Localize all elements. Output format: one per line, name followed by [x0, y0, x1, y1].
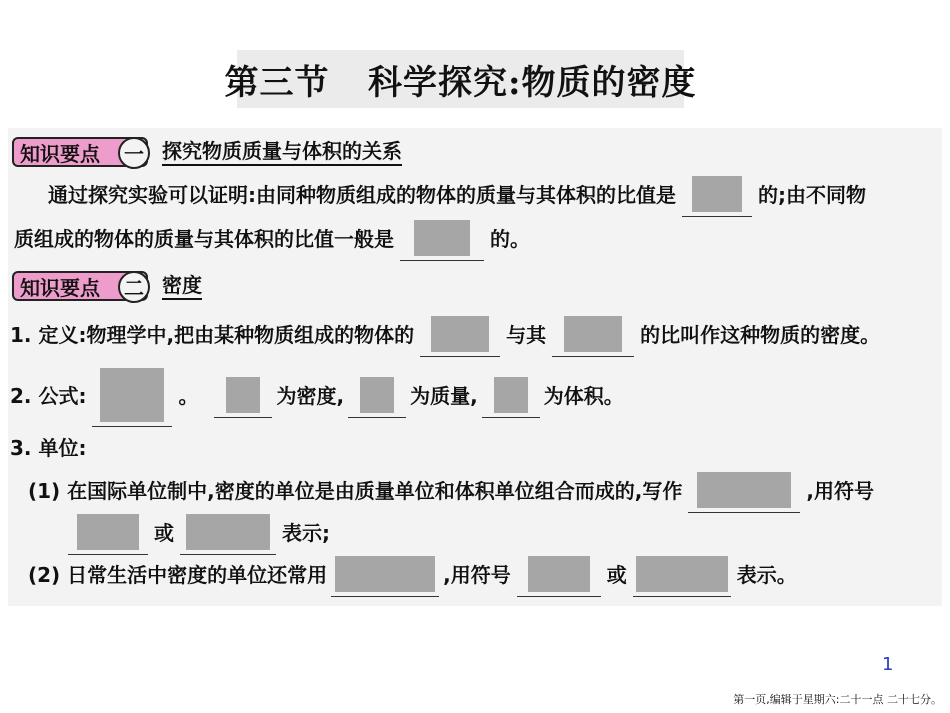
section1-text-2b: 的。	[490, 227, 530, 251]
section1-heading: 探究物质质量与体积的关系	[162, 138, 402, 166]
section1-text-2a: 质组成的物体的质量与其体积的比值一般是	[14, 227, 394, 251]
section2-heading: 密度	[162, 272, 202, 300]
answer-blank-mass-symbol[interactable]	[348, 377, 406, 418]
footer-note: 第一页,编辑于星期六:二十一点 二十七分。	[733, 693, 942, 706]
page-title: 第三节 科学探究:物质的密度	[237, 50, 684, 108]
definition-line	[10, 316, 880, 357]
unit2-text-d: 表示。	[736, 563, 797, 587]
answer-blank-mass[interactable]	[420, 316, 500, 357]
unit2-line	[28, 556, 797, 597]
answer-blank-common-symbol-1[interactable]	[517, 556, 601, 597]
formula-text-d: 为质量,	[410, 384, 478, 408]
answer-blank-common-unit[interactable]	[331, 556, 439, 597]
unit1-text-b: ,用符号	[806, 479, 874, 503]
section1-text-1a: 通过探究实验可以证明:由同种物质组成的物体的质量与其体积的比值是	[48, 183, 676, 207]
definition-text-c: 的比叫作这种物质的密度。	[640, 323, 881, 347]
answer-blank-si-symbol-1[interactable]	[68, 514, 148, 555]
section1-number: 一	[118, 137, 150, 169]
knowledge-panel	[8, 128, 942, 606]
formula-text-b: 。	[178, 384, 199, 408]
section2-header	[12, 270, 202, 301]
unit1-line1	[28, 472, 874, 513]
definition-text-b: 与其	[506, 323, 547, 347]
formula-text-c: 为密度,	[276, 384, 345, 408]
answer-blank-formula[interactable]	[92, 368, 172, 427]
unit1-line2	[68, 514, 330, 555]
section2-tag-label: 知识要点	[20, 275, 100, 300]
section1-tag-label: 知识要点	[20, 141, 100, 166]
answer-blank-si-symbol-2[interactable]	[180, 514, 276, 555]
unit1-text-c: 或	[154, 521, 174, 545]
definition-text-a: 1. 定义:物理学中,把由某种物质组成的物体的	[10, 323, 415, 347]
section1-tag	[12, 137, 148, 167]
section1-line2	[14, 220, 530, 261]
answer-blank-common-symbol-2[interactable]	[633, 556, 731, 597]
answer-blank-si-unit[interactable]	[688, 472, 800, 513]
unit1-text-d: 表示;	[282, 521, 330, 545]
section1-text-1b: 的;由不同物	[758, 183, 866, 207]
page-number: 1	[882, 654, 894, 675]
answer-blank-different-ratio[interactable]	[400, 220, 484, 261]
answer-blank-density-symbol[interactable]	[214, 377, 272, 418]
section2-number: 二	[118, 271, 150, 303]
section2-tag	[12, 271, 148, 301]
formula-line	[10, 368, 624, 427]
formula-label: 2. 公式:	[10, 384, 87, 408]
unit1-text-a: (1) 在国际单位制中,密度的单位是由质量单位和体积单位组合而成的,写作	[28, 479, 683, 503]
section1-header	[12, 136, 402, 167]
answer-blank-volume-symbol[interactable]	[482, 377, 540, 418]
formula-text-e: 为体积。	[543, 384, 624, 408]
unit2-text-c: 或	[606, 563, 627, 587]
answer-blank-volume[interactable]	[552, 316, 634, 357]
answer-blank-same-ratio[interactable]	[682, 176, 752, 217]
unit2-text-a: (2) 日常生活中密度的单位还常用	[28, 563, 328, 587]
section1-line1	[48, 176, 866, 217]
unit-title: 3. 单位:	[10, 436, 87, 460]
unit2-text-b: ,用符号	[443, 563, 511, 587]
